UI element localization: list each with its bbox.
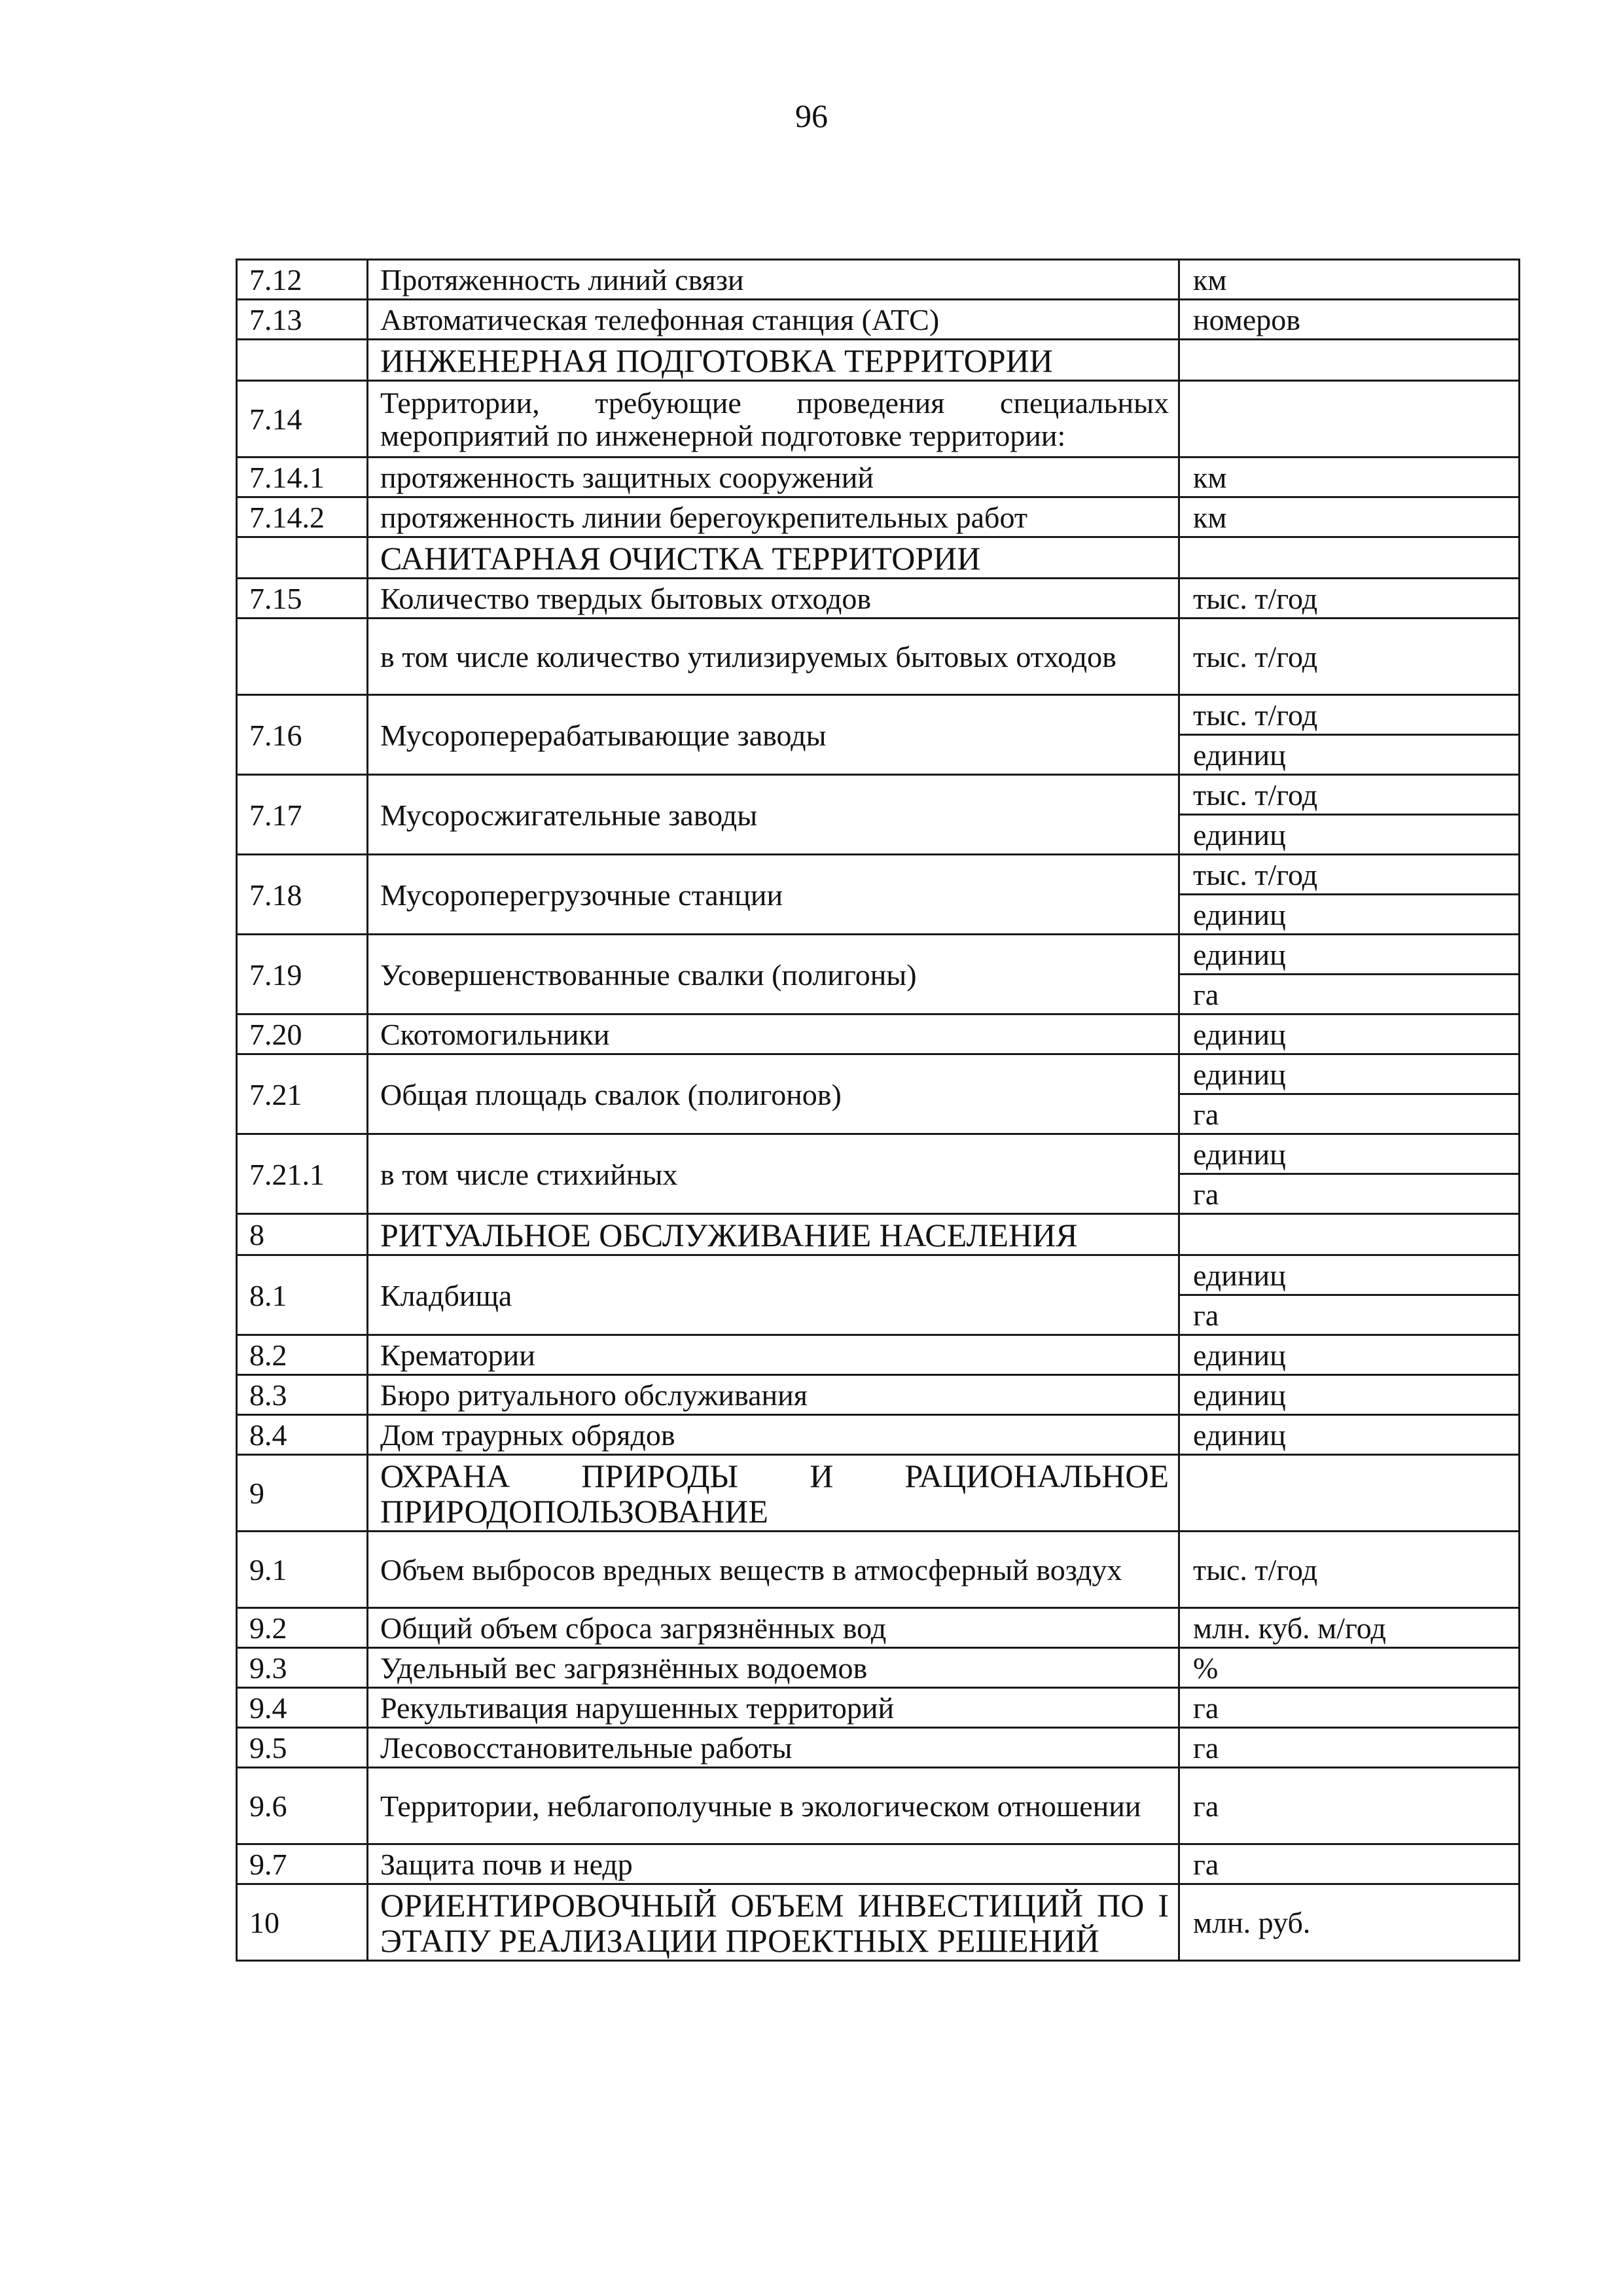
table-row [237, 1014, 1520, 1054]
section-heading: ОРИЕНТИРОВОЧНЫЙ ОБЪЕМ ИНВЕСТИЦИЙ ПО I ЭТАПУ РЕАЛИЗАЦИИ ПРОЕКТНЫХ РЕШЕНИЙ [368, 1884, 1179, 1961]
table-row [237, 1884, 1520, 1961]
indicator-name: Мусороперерабатывающие заводы [368, 695, 1179, 775]
table-row [237, 1728, 1520, 1768]
unit-cell: га [1179, 1295, 1520, 1335]
table-row [237, 1532, 1520, 1608]
table-row [237, 1335, 1520, 1375]
row-number: 7.18 [237, 855, 368, 935]
indicator-name: Территории, неблагополучные в экологическом отношении [368, 1768, 1179, 1844]
section-heading: РИТУАЛЬНОЕ ОБСЛУЖИВАНИЕ НАСЕЛЕНИЯ [368, 1214, 1179, 1255]
indicator-name: Бюро ритуального обслуживания [368, 1375, 1179, 1415]
indicator-name: протяженность защитных сооружений [368, 457, 1179, 497]
indicator-name: Усовершенствованные свалки (полигоны) [368, 935, 1179, 1014]
indicator-name: Кладбища [368, 1255, 1179, 1335]
indicator-name: в том числе стихийных [368, 1134, 1179, 1214]
table-row [237, 1455, 1520, 1532]
indicator-name: Мусоросжигательные заводы [368, 775, 1179, 855]
unit-cell: га [1179, 1768, 1520, 1844]
indicator-name: Территории, требующие проведения специальных мероприятий по инженерной подготовке территории: [368, 381, 1179, 457]
unit-cell [1179, 340, 1520, 381]
unit-cell: га [1179, 1844, 1520, 1884]
row-number: 9.1 [237, 1532, 368, 1608]
table-row [237, 935, 1520, 975]
indicator-name: Лесовосстановительные работы [368, 1728, 1179, 1768]
unit-cell: тыс. т/год [1179, 695, 1520, 735]
unit-cell: га [1179, 1688, 1520, 1728]
indicator-name: в том числе количество утилизируемых бытовых отходов [368, 619, 1179, 695]
unit-cell: единиц [1179, 1415, 1520, 1455]
unit-cell: единиц [1179, 895, 1520, 935]
table-row [237, 775, 1520, 815]
unit-cell: млн. куб. м/год [1179, 1608, 1520, 1648]
row-number: 8.1 [237, 1255, 368, 1335]
unit-cell [1179, 381, 1520, 457]
indicator-name: Дом траурных обрядов [368, 1415, 1179, 1455]
indicator-name: Общая площадь свалок (полигонов) [368, 1054, 1179, 1134]
table-row [237, 1375, 1520, 1415]
table-row [237, 1415, 1520, 1455]
unit-cell: тыс. т/год [1179, 775, 1520, 815]
unit-cell: млн. руб. [1179, 1884, 1520, 1961]
unit-cell: км [1179, 497, 1520, 537]
page-number: 96 [795, 98, 828, 134]
table-row [237, 1608, 1520, 1648]
unit-cell: га [1179, 1174, 1520, 1214]
row-number: 7.21 [237, 1054, 368, 1134]
table-row [237, 1844, 1520, 1884]
indicators-table [236, 259, 1520, 1962]
table-row [237, 1134, 1520, 1174]
unit-cell: единиц [1179, 1014, 1520, 1054]
table-row [237, 457, 1520, 497]
table-row [237, 619, 1520, 695]
indicator-name: Количество твердых бытовых отходов [368, 579, 1179, 619]
indicator-name: протяженность линии берегоукрепительных работ [368, 497, 1179, 537]
table-row [237, 1054, 1520, 1094]
unit-cell: номеров [1179, 300, 1520, 340]
row-number: 9.3 [237, 1648, 368, 1688]
row-number: 7.17 [237, 775, 368, 855]
indicator-name: Объем выбросов вредных веществ в атмосферный воздух [368, 1532, 1179, 1608]
row-number: 9.6 [237, 1768, 368, 1844]
table-row [237, 579, 1520, 619]
row-number: 9 [237, 1455, 368, 1532]
row-number: 9.7 [237, 1844, 368, 1884]
table-row [237, 1688, 1520, 1728]
row-number [237, 340, 368, 381]
table-row [237, 1255, 1520, 1295]
row-number: 7.19 [237, 935, 368, 1014]
unit-cell: км [1179, 260, 1520, 300]
row-number: 8.3 [237, 1375, 368, 1415]
table-row [237, 1648, 1520, 1688]
indicator-name: Крематории [368, 1335, 1179, 1375]
row-number: 7.12 [237, 260, 368, 300]
unit-cell: единиц [1179, 935, 1520, 975]
table-row [237, 695, 1520, 735]
row-number: 9.4 [237, 1688, 368, 1728]
row-number: 7.14 [237, 381, 368, 457]
row-number [237, 619, 368, 695]
table-row [237, 340, 1520, 381]
unit-cell: тыс. т/год [1179, 619, 1520, 695]
unit-cell [1179, 537, 1520, 579]
indicator-name: Защита почв и недр [368, 1844, 1179, 1884]
indicator-name: Мусороперегрузочные станции [368, 855, 1179, 935]
indicator-name: Удельный вес загрязнённых водоемов [368, 1648, 1179, 1688]
table-row [237, 1214, 1520, 1255]
row-number: 7.21.1 [237, 1134, 368, 1214]
unit-cell [1179, 1214, 1520, 1255]
row-number: 7.14.1 [237, 457, 368, 497]
unit-cell: единиц [1179, 1255, 1520, 1295]
table-row [237, 1768, 1520, 1844]
row-number: 7.13 [237, 300, 368, 340]
row-number [237, 537, 368, 579]
table-row [237, 497, 1520, 537]
section-heading: ОХРАНА ПРИРОДЫ И РАЦИОНАЛЬНОЕ ПРИРОДОПОЛЬЗОВАНИЕ [368, 1455, 1179, 1532]
row-number: 7.20 [237, 1014, 368, 1054]
table-row [237, 260, 1520, 300]
unit-cell: единиц [1179, 1054, 1520, 1094]
indicator-name: Протяженность линий связи [368, 260, 1179, 300]
unit-cell: единиц [1179, 1134, 1520, 1174]
row-number: 10 [237, 1884, 368, 1961]
table-row [237, 381, 1520, 457]
unit-cell: единиц [1179, 1335, 1520, 1375]
indicator-name: Скотомогильники [368, 1014, 1179, 1054]
row-number: 8.4 [237, 1415, 368, 1455]
indicator-name: Общий объем сброса загрязнённых вод [368, 1608, 1179, 1648]
section-heading: ИНЖЕНЕРНАЯ ПОДГОТОВКА ТЕРРИТОРИИ [368, 340, 1179, 381]
indicator-name: Автоматическая телефонная станция (АТС) [368, 300, 1179, 340]
unit-cell: км [1179, 457, 1520, 497]
table-body [237, 260, 1520, 1961]
row-number: 8 [237, 1214, 368, 1255]
unit-cell: единиц [1179, 1375, 1520, 1415]
unit-cell: % [1179, 1648, 1520, 1688]
table-row [237, 855, 1520, 895]
unit-cell: тыс. т/год [1179, 855, 1520, 895]
unit-cell: единиц [1179, 735, 1520, 775]
row-number: 7.16 [237, 695, 368, 775]
row-number: 9.2 [237, 1608, 368, 1648]
unit-cell: га [1179, 1728, 1520, 1768]
row-number: 7.15 [237, 579, 368, 619]
table-row [237, 300, 1520, 340]
row-number: 7.14.2 [237, 497, 368, 537]
unit-cell: га [1179, 975, 1520, 1014]
unit-cell: единиц [1179, 815, 1520, 855]
row-number: 8.2 [237, 1335, 368, 1375]
unit-cell: га [1179, 1094, 1520, 1134]
indicator-name: Рекультивация нарушенных территорий [368, 1688, 1179, 1728]
row-number: 9.5 [237, 1728, 368, 1768]
unit-cell: тыс. т/год [1179, 579, 1520, 619]
table-row [237, 537, 1520, 579]
unit-cell: тыс. т/год [1179, 1532, 1520, 1608]
unit-cell [1179, 1455, 1520, 1532]
section-heading: САНИТАРНАЯ ОЧИСТКА ТЕРРИТОРИИ [368, 537, 1179, 579]
